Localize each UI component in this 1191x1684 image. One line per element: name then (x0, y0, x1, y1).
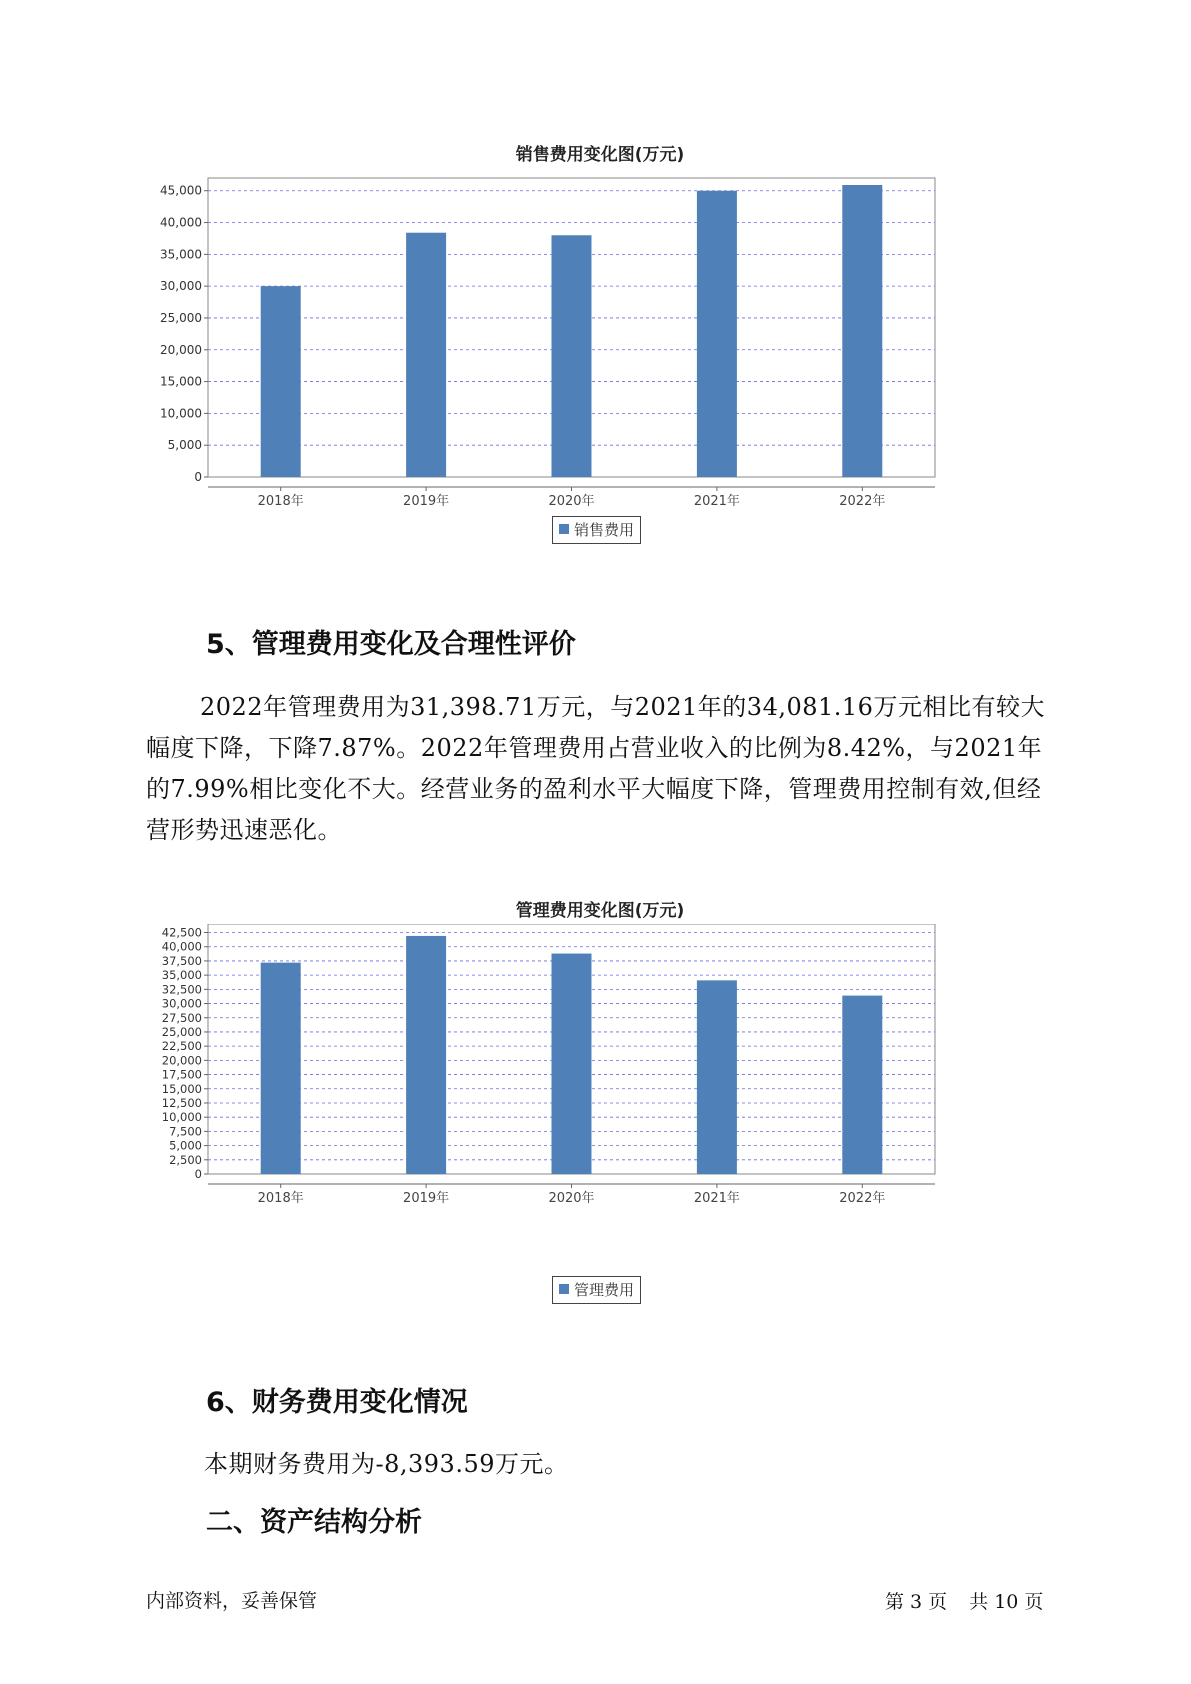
bar-2019年 (406, 936, 446, 1174)
footer-confidential-note: 内部资料，妥善保管 (146, 1590, 318, 1612)
y-tick-label: 27,500 (161, 1010, 202, 1025)
paragraph-text: 2022年管理费用为31,398.71万元，与2021年的34,081.16万元相比有较大幅度下降，下降7.87%。2022年管理费用占营业收入的比例为8.42%，与2021年的7.99%相比变化不大。经营业务的盈利水平大幅度下降，管理费用控制有效,但经营形势迅速恶化。 (146, 693, 1045, 844)
y-tick-label: 12,500 (161, 1095, 202, 1110)
legend-label: 销售费用 (574, 521, 635, 539)
y-tick-label: 5,000 (169, 1138, 202, 1153)
page-label: 第 3 页 (885, 1591, 948, 1613)
legend-swatch (559, 524, 569, 534)
chart-title: 管理费用变化图(万元) (515, 901, 685, 921)
bar-2021年 (697, 980, 737, 1174)
y-tick-label: 45,000 (160, 183, 202, 198)
y-tick-label: 25,000 (161, 1024, 202, 1039)
chart-plot (160, 168, 1040, 548)
x-tick-label: 2019年 (403, 494, 450, 509)
section-heading-finance-expense: 6、财务费用变化情况 (206, 1387, 468, 1418)
x-tick-label: 2018年 (257, 494, 304, 509)
y-tick-label: 10,000 (161, 1110, 202, 1125)
x-tick-label: 2021年 (693, 1191, 740, 1206)
legend-label: 管理费用 (574, 1281, 635, 1299)
y-tick-label: 32,500 (161, 982, 202, 997)
bar-2018年 (261, 286, 301, 477)
y-tick-label: 35,000 (161, 968, 202, 983)
y-tick-label: 40,000 (160, 215, 202, 230)
y-tick-label: 30,000 (160, 279, 202, 294)
y-tick-label: 0 (194, 470, 202, 484)
y-tick-label: 10,000 (160, 406, 202, 421)
management-expense-paragraph (146, 687, 1051, 851)
y-tick-label: 35,000 (160, 247, 202, 262)
y-tick-label: 30,000 (161, 996, 202, 1011)
chart-legend (552, 516, 641, 544)
bar-2018年 (261, 963, 301, 1174)
x-tick-label: 2021年 (693, 494, 740, 509)
y-tick-label: 5,000 (167, 438, 202, 453)
y-tick-label: 15,000 (161, 1081, 202, 1096)
chart-legend (552, 1276, 641, 1304)
bar-2022年 (842, 996, 882, 1174)
bar-2020年 (552, 235, 592, 477)
x-tick-label: 2019年 (403, 1191, 450, 1206)
sales-expense-chart (160, 140, 1040, 550)
finance-expense-paragraph: 本期财务费用为-8,393.59万元。 (204, 1450, 569, 1478)
x-tick-label: 2018年 (257, 1191, 304, 1206)
total-pages-label: 共 10 页 (969, 1591, 1044, 1613)
x-tick-label: 2022年 (839, 1191, 886, 1206)
bar-2022年 (842, 185, 882, 477)
y-tick-label: 20,000 (160, 342, 202, 357)
bar-2020年 (552, 954, 592, 1174)
y-tick-label: 22,500 (161, 1039, 202, 1054)
y-tick-label: 40,000 (161, 939, 202, 954)
y-tick-label: 20,000 (161, 1053, 202, 1068)
chart-title: 销售费用变化图(万元) (515, 145, 685, 165)
legend-swatch (559, 1284, 569, 1294)
y-tick-label: 37,500 (161, 953, 202, 968)
chart-plot (160, 924, 1040, 1307)
y-tick-label: 2,500 (169, 1152, 202, 1167)
y-tick-label: 15,000 (160, 374, 202, 389)
management-expense-chart (160, 896, 1040, 1310)
section-heading-asset-structure: 二、资产结构分析 (206, 1507, 422, 1538)
y-tick-label: 7,500 (169, 1124, 202, 1139)
section-heading-management-expense: 5、管理费用变化及合理性评价 (206, 629, 576, 660)
x-tick-label: 2022年 (839, 494, 886, 509)
x-tick-label: 2020年 (548, 1191, 595, 1206)
footer-page-number (885, 1587, 1043, 1614)
x-tick-label: 2020年 (548, 494, 595, 509)
y-tick-label: 25,000 (160, 310, 202, 325)
bar-2019年 (406, 233, 446, 477)
y-tick-label: 42,500 (161, 925, 202, 940)
bar-2021年 (697, 191, 737, 477)
y-tick-label: 0 (194, 1167, 202, 1181)
y-tick-label: 17,500 (161, 1067, 202, 1082)
